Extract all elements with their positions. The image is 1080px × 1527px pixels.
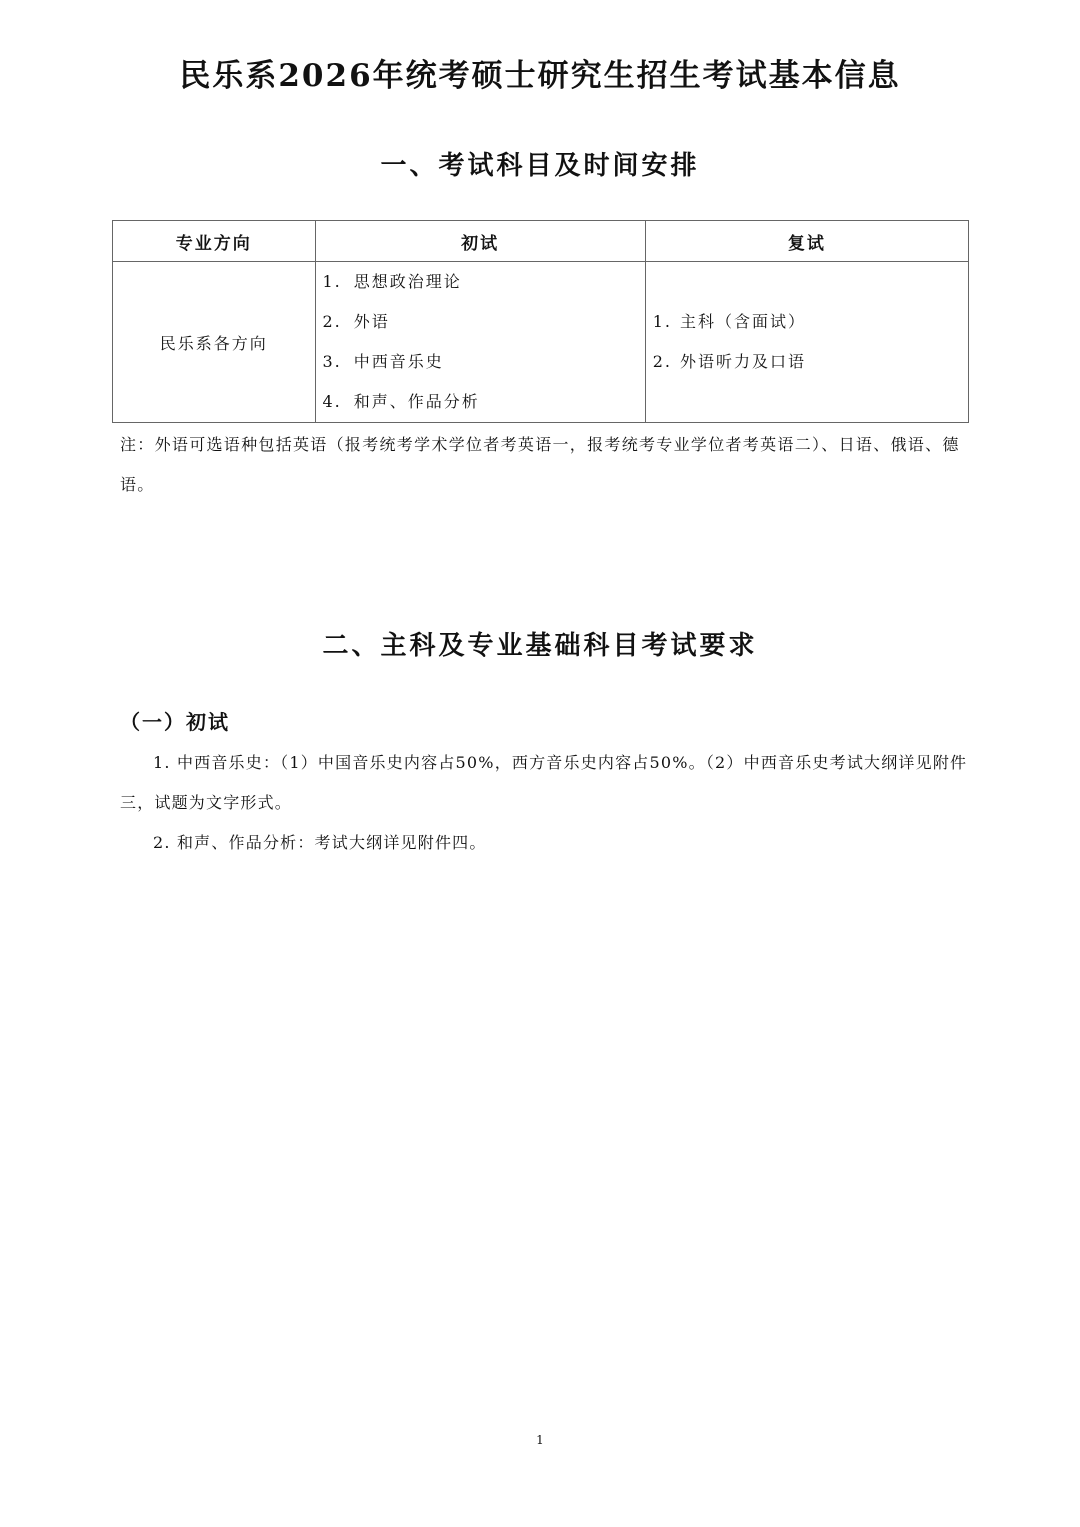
direction-cell: 民乐系各方向 — [113, 262, 316, 423]
paragraph-harmony-analysis: 2. 和声、作品分析：考试大纲详见附件四。 — [153, 833, 487, 852]
header-direction: 专业方向 — [113, 221, 316, 262]
list-item — [323, 302, 645, 342]
exam-schedule-table — [112, 220, 969, 423]
list-item — [653, 342, 968, 382]
initial-exam-cell — [315, 262, 645, 423]
item-number: 1. — [322, 272, 342, 291]
list-item — [653, 302, 968, 342]
table-header-row — [113, 221, 969, 262]
item-text: 思想政治理论 — [353, 272, 462, 291]
header-retest: 复试 — [645, 221, 968, 262]
list-item — [323, 262, 645, 302]
section-heading-schedule: 一、考试科目及时间安排 — [380, 151, 700, 181]
list-item — [323, 342, 645, 382]
paragraph-music-history: 1. 中西音乐史：（1）中国音乐史内容占50%，西方音乐史内容占50%。（2）中西音乐史考试大纲详见附件三，试题为文字形式。 — [120, 753, 968, 812]
item-number: 1. — [652, 312, 672, 331]
item-number: 3. — [322, 352, 342, 371]
initial-exam-list — [316, 262, 645, 422]
list-item — [323, 382, 645, 422]
document-title: 民乐系2026年统考硕士研究生招生考试基本信息 — [179, 58, 901, 94]
retest-list — [646, 302, 968, 382]
item-text: 和声、作品分析 — [353, 392, 480, 411]
item-number: 4. — [322, 392, 342, 411]
language-note: 注：外语可选语种包括英语（报考统考学术学位者考英语一，报考统考专业学位者考英语二）、日语、俄语、德语。 — [120, 435, 960, 494]
header-initial-exam: 初试 — [315, 221, 645, 262]
item-number: 2. — [322, 312, 342, 331]
item-text: 中西音乐史 — [353, 352, 444, 371]
item-text: 外语听力及口语 — [680, 352, 807, 371]
item-text: 主科（含面试） — [680, 312, 807, 331]
section-heading-requirements: 二、主科及专业基础科目考试要求 — [322, 631, 758, 661]
item-number: 2. — [652, 352, 672, 371]
retest-cell — [645, 262, 968, 423]
subheading-initial-exam: （一）初试 — [120, 710, 230, 734]
table-row — [113, 262, 969, 423]
page-number: 1 — [536, 1433, 544, 1447]
item-text: 外语 — [353, 312, 390, 331]
